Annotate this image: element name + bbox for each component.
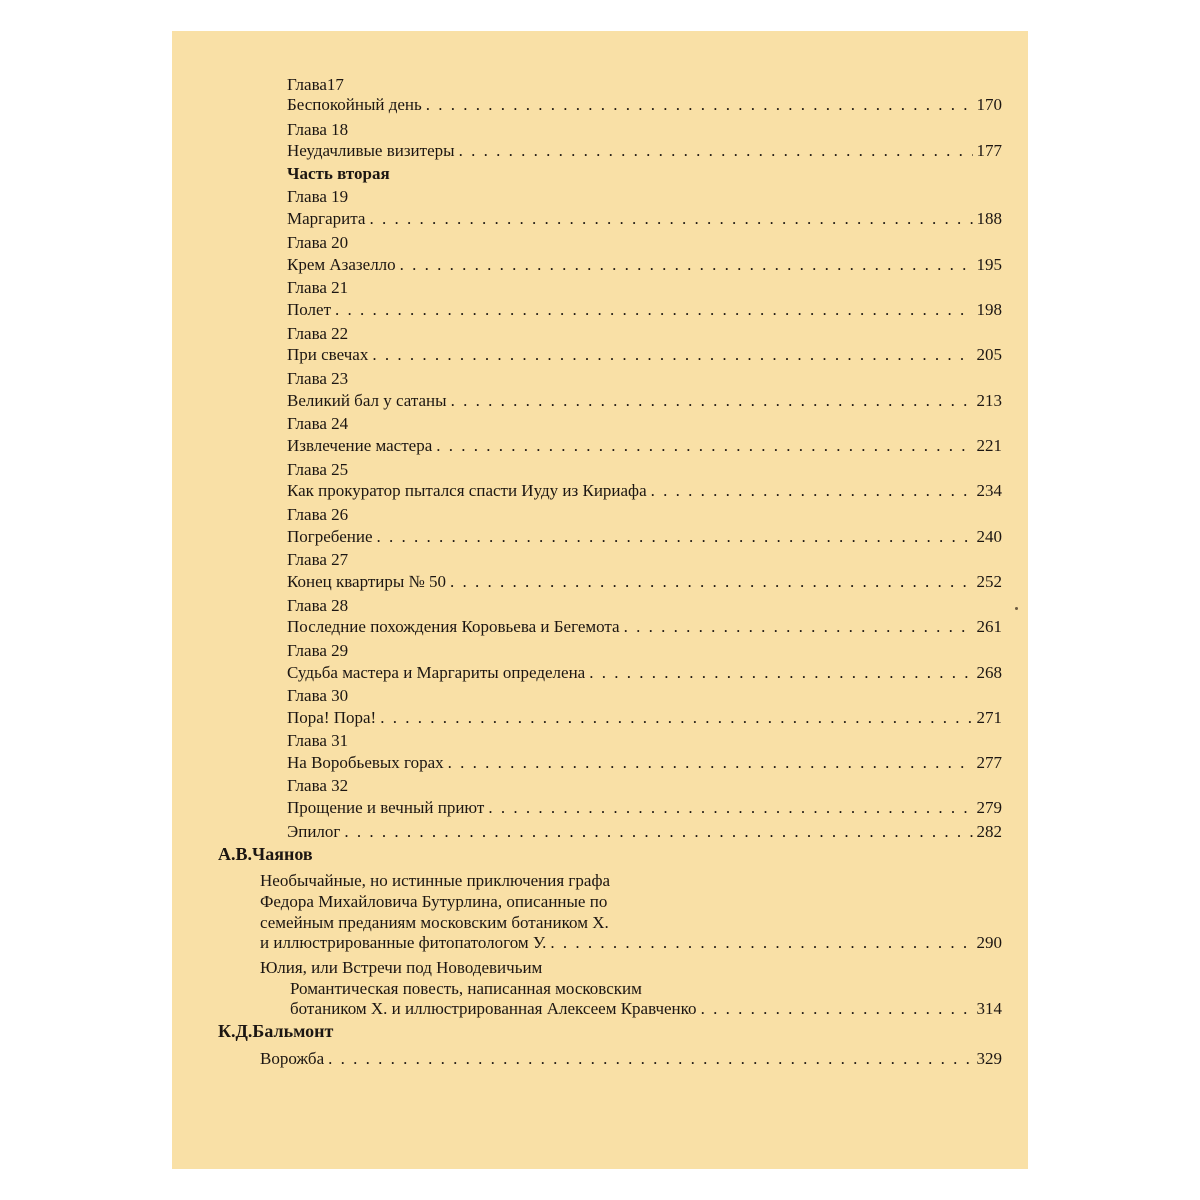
chapter-label: Глава 20: [287, 233, 349, 252]
toc-entry[interactable]: [287, 525, 1002, 549]
toc-entry[interactable]: [287, 139, 1002, 163]
paper-speck: [1015, 607, 1018, 610]
chapter-label: Глава 31: [287, 731, 349, 750]
toc-entry[interactable]: [287, 93, 1002, 117]
leader-dots: [372, 343, 972, 367]
toc-entry-work[interactable]: [260, 1047, 1002, 1071]
page-number: 240: [976, 527, 1002, 546]
page-number: 213: [976, 391, 1002, 410]
entry-title: ботаником Х. и иллюстрированная Алексеем Кравченко: [290, 999, 697, 1018]
leader-dots: [369, 207, 972, 231]
author-heading: А.В.Чаянов: [218, 844, 313, 864]
page-number: 277: [976, 753, 1002, 772]
toc-entry[interactable]: [287, 751, 1002, 775]
part-heading: Часть вторая: [287, 164, 390, 183]
leader-dots: [344, 820, 972, 844]
chapter-label: Глава17: [287, 75, 344, 94]
page-number: 221: [976, 436, 1002, 455]
leader-dots: [328, 1047, 972, 1071]
toc-entry[interactable]: [287, 661, 1002, 685]
work-subtitle-line: Романтическая повесть, написанная московским: [290, 979, 642, 998]
page-number: 290: [976, 933, 1002, 952]
entry-title: Извлечение мастера: [287, 436, 433, 455]
chapter-label: Глава 32: [287, 776, 349, 795]
entry-title: Маргарита: [287, 209, 366, 228]
chapter-label: Глава 21: [287, 278, 349, 297]
leader-dots: [451, 389, 973, 413]
work-title-line: Необычайные, но истинные приключения графа: [260, 871, 611, 890]
entry-title: Беспокойный день: [287, 95, 422, 114]
entry-title: Судьба мастера и Маргариты определена: [287, 663, 586, 682]
toc-entry[interactable]: [287, 298, 1002, 322]
author-heading: К.Д.Бальмонт: [218, 1021, 334, 1041]
page-number: 188: [976, 209, 1002, 228]
book-page: [172, 31, 1028, 1169]
entry-title: Пора! Пора!: [287, 708, 377, 727]
toc-entry-epilogue[interactable]: [287, 820, 1002, 844]
chapter-label: Глава 25: [287, 460, 349, 479]
toc-entry[interactable]: [287, 434, 1002, 458]
leader-dots: [550, 931, 972, 955]
chapter-label: Глава 28: [287, 596, 349, 615]
leader-dots: [488, 796, 972, 820]
entry-title: и иллюстрированные фитопатологом У.: [260, 933, 547, 952]
page-number: 205: [976, 345, 1002, 364]
entry-title: Ворожба: [260, 1049, 325, 1068]
leader-dots: [426, 93, 973, 117]
entry-title: Прощение и вечный приют: [287, 798, 485, 817]
page-number: 261: [976, 617, 1002, 636]
work-title-line: семейным преданиям московским ботаником Х.: [260, 913, 609, 932]
toc-entry-work[interactable]: [290, 997, 1002, 1021]
chapter-label: Глава 23: [287, 369, 349, 388]
leader-dots: [701, 997, 973, 1021]
toc-entry-work[interactable]: [260, 931, 1002, 955]
chapter-label: Глава 29: [287, 641, 349, 660]
leader-dots: [459, 139, 973, 163]
chapter-label: Глава 30: [287, 686, 349, 705]
toc-entry[interactable]: [287, 706, 1002, 730]
entry-title: Крем Азазелло: [287, 255, 396, 274]
toc-entry[interactable]: [287, 343, 1002, 367]
leader-dots: [436, 434, 972, 458]
page-number: 198: [976, 300, 1002, 319]
entry-title: Погребение: [287, 527, 373, 546]
page-number: 177: [976, 141, 1002, 160]
leader-dots: [624, 615, 973, 639]
entry-title: Последние похождения Коровьева и Бегемота: [287, 617, 620, 636]
chapter-label: Глава 18: [287, 120, 349, 139]
entry-title: На Воробьевых горах: [287, 753, 444, 772]
chapter-label: Глава 22: [287, 324, 349, 343]
toc-entry[interactable]: [287, 253, 1002, 277]
leader-dots: [400, 253, 973, 277]
page-number: 170: [976, 95, 1002, 114]
leader-dots: [448, 751, 973, 775]
entry-title: Неудачливые визитеры: [287, 141, 455, 160]
chapter-label: Глава 27: [287, 550, 349, 569]
leader-dots: [380, 706, 972, 730]
work-title-line: Юлия, или Встречи под Новодевичьим: [260, 958, 543, 977]
page-number: 252: [976, 572, 1002, 591]
toc-entry[interactable]: [287, 796, 1002, 820]
page-number: 314: [976, 999, 1002, 1018]
entry-title: Как прокуратор пытался спасти Иуду из Кириафа: [287, 481, 647, 500]
page-number: 279: [976, 798, 1002, 817]
entry-title: Конец квартиры № 50: [287, 572, 447, 591]
leader-dots: [651, 479, 973, 503]
leader-dots: [335, 298, 972, 322]
leader-dots: [450, 570, 972, 594]
table-of-contents: [172, 31, 1028, 1169]
toc-entry[interactable]: [287, 479, 1002, 503]
page-number: 282: [976, 822, 1002, 841]
entry-title: Великий бал у сатаны: [287, 391, 447, 410]
chapter-label: Глава 24: [287, 414, 349, 433]
chapter-label: Глава 19: [287, 187, 349, 206]
entry-title: При свечах: [287, 345, 369, 364]
toc-entry[interactable]: [287, 615, 1002, 639]
page-number: 268: [976, 663, 1002, 682]
entry-title: Полет: [287, 300, 332, 319]
work-title-line: Федора Михайловича Бутурлина, описанные по: [260, 892, 608, 911]
leader-dots: [377, 525, 973, 549]
page-number: 329: [976, 1049, 1002, 1068]
page-number: 271: [976, 708, 1002, 727]
entry-title: Эпилог: [287, 822, 341, 841]
toc-entry[interactable]: [287, 570, 1002, 594]
page-number: 234: [976, 481, 1002, 500]
chapter-label: Глава 26: [287, 505, 349, 524]
page-number: 195: [976, 255, 1002, 274]
toc-entry[interactable]: [287, 389, 1002, 413]
toc-entry[interactable]: [287, 207, 1002, 231]
leader-dots: [589, 661, 972, 685]
